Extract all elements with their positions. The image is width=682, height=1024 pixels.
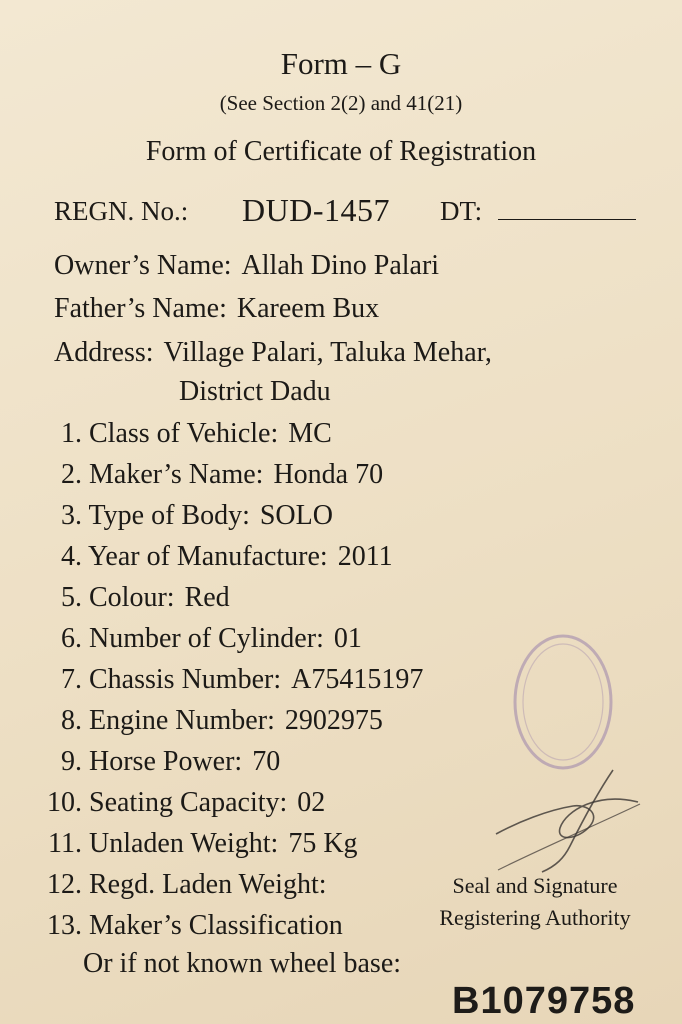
item-number: 8. — [61, 705, 82, 736]
item-row — [36, 541, 393, 573]
address-line-2: District Dadu — [179, 376, 331, 407]
address-line-1: Village Palari, Taluka Mehar, — [163, 337, 492, 368]
regn-number-value: DUD-1457 — [242, 192, 390, 228]
item-value: MC — [288, 418, 332, 449]
item-row — [36, 500, 333, 532]
item-label: Horse Power: — [89, 746, 243, 777]
item-row — [36, 869, 327, 901]
regn-number-label: REGN. No.: — [54, 196, 189, 226]
item-row — [36, 418, 332, 450]
item-row — [36, 582, 230, 614]
father-name-row — [54, 293, 379, 325]
authority-line-2: Registering Authority — [439, 905, 631, 930]
item-label: Maker’s Classification — [89, 910, 343, 941]
serial-number: B1079758 — [452, 980, 636, 1022]
item-row — [36, 623, 362, 655]
address-row — [54, 337, 492, 369]
item-number: 9. — [61, 746, 82, 777]
item-number: 2. — [61, 459, 82, 490]
item-number: 3. — [61, 500, 82, 531]
item-label: Class of Vehicle: — [89, 418, 279, 449]
date-label: DT: — [440, 196, 483, 226]
item-label: Unladen Weight: — [89, 828, 279, 859]
item-label: Regd. Laden Weight: — [89, 869, 327, 900]
item-row — [36, 664, 423, 696]
father-name-value: Kareem Bux — [236, 293, 380, 324]
address-label: Address: — [54, 337, 154, 368]
owner-name-value: Allah Dino Palari — [241, 250, 440, 281]
father-name-label: Father’s Name: — [54, 293, 227, 324]
item-row — [36, 459, 383, 491]
item-row — [36, 828, 358, 860]
item-label: Chassis Number: — [89, 664, 282, 695]
date-blank-line — [498, 219, 636, 220]
item-number: 11. — [48, 828, 82, 859]
item-row — [36, 746, 280, 778]
item-number: 12. — [47, 869, 82, 900]
item-value: SOLO — [259, 500, 333, 531]
form-heading: Form of Certificate of Registration — [145, 136, 537, 167]
owner-name-row — [54, 250, 439, 282]
item-label: Seating Capacity: — [89, 787, 288, 818]
item-value: Honda 70 — [273, 459, 384, 490]
item-label: Engine Number: — [89, 705, 275, 736]
item-value: 01 — [333, 623, 362, 654]
item-value: 70 — [252, 746, 281, 777]
signature-icon — [478, 762, 648, 882]
item-row — [36, 787, 325, 819]
authority-line-1: Seal and Signature — [452, 873, 618, 898]
owner-name-label: Owner’s Name: — [54, 250, 232, 281]
item-value: 02 — [297, 787, 326, 818]
item-number: 13. — [47, 910, 82, 941]
authority-caption — [412, 870, 658, 934]
item-label: Maker’s Name: — [89, 459, 264, 490]
item-number: 10. — [47, 787, 82, 818]
item-label: Number of Cylinder: — [89, 623, 324, 654]
item-number: 1. — [61, 418, 82, 449]
item-number: 7. — [61, 664, 82, 695]
item-number: 4. — [61, 541, 82, 572]
item-label: Year of Manufacture: — [87, 541, 328, 572]
item-number: 5. — [61, 582, 82, 613]
item-row — [36, 910, 343, 942]
item-value: 75 Kg — [288, 828, 358, 859]
item-number: 6. — [61, 623, 82, 654]
item-value: 2011 — [337, 541, 393, 572]
form-reference: (See Section 2(2) and 41(21) — [219, 91, 463, 115]
item-13-continuation: Or if not known wheel base: — [83, 948, 402, 979]
item-label: Type of Body: — [88, 500, 250, 531]
form-title: Form – G — [280, 46, 402, 81]
item-row — [36, 705, 383, 737]
item-value: A75415197 — [291, 664, 424, 695]
item-label: Colour: — [89, 582, 175, 613]
item-value: Red — [184, 582, 230, 613]
seal-stamp-icon — [505, 630, 625, 780]
item-value: 2902975 — [284, 705, 383, 736]
